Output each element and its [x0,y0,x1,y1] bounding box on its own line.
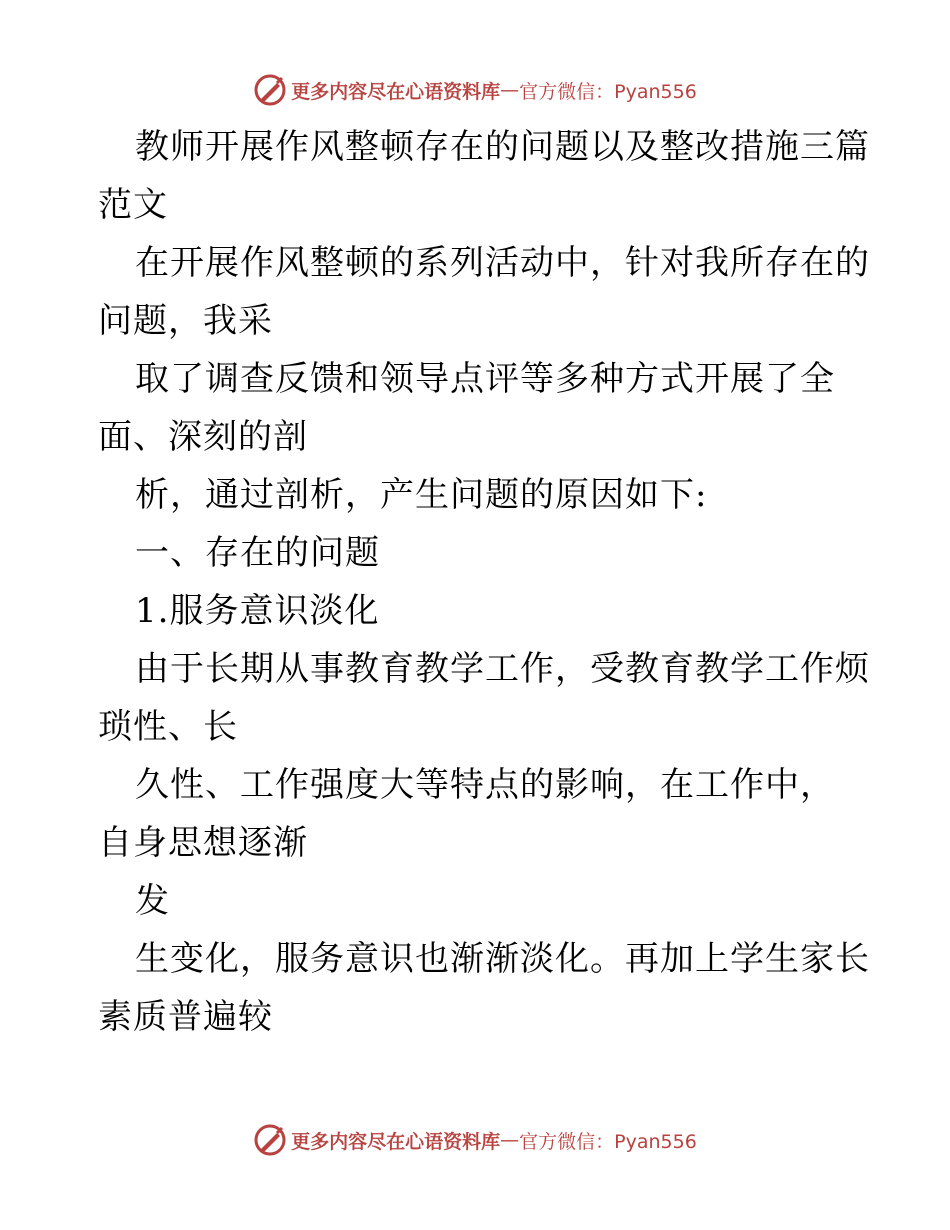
document-title-line-1: 教师开展作风整顿存在的问题以及整改措施三篇 [135,127,870,167]
header-banner [0,70,950,110]
paragraph-line: 面、深刻的剖 [98,417,308,457]
banner-dash: — [500,1129,520,1151]
wechat-text: 官方微信：Pyan556 [519,80,697,103]
paragraph-line: 由于长期从事教育教学工作，受教育教学工作烦 [135,649,870,689]
brand-text: 更多内容尽在心语资料库 [291,80,501,103]
paragraph-line: 生变化，服务意识也渐渐淡化。再加上学生家长 [135,939,870,979]
paragraph-line: 析，通过剖析，产生问题的原因如下: [135,475,708,515]
brand-text: 更多内容尽在心语资料库 [291,1130,501,1153]
paragraph-line: 在开展作风整顿的系列活动中，针对我所存在的 [135,243,870,283]
pen-logo-icon [253,73,287,107]
paragraph-line: 琐性、长 [98,707,238,747]
paragraph-line: 久性、工作强度大等特点的影响，在工作中， [135,765,835,805]
subsection-heading: 1.服务意识淡化 [135,591,380,631]
paragraph-line: 问题，我采 [98,301,273,341]
wechat-text: 官方微信：Pyan556 [519,1130,697,1153]
footer-banner [0,1120,950,1160]
banner-dash: — [500,79,520,101]
paragraph-line: 自身思想逐渐 [98,823,308,863]
paragraph-line: 取了调查反馈和领导点评等多种方式开展了全 [135,359,835,399]
section-heading: 一、存在的问题 [135,533,380,573]
paragraph-line: 发 [135,881,170,921]
paragraph-line: 素质普遍较 [98,997,273,1037]
document-title-line-2: 范文 [98,185,168,225]
pen-logo-icon [253,1123,287,1157]
